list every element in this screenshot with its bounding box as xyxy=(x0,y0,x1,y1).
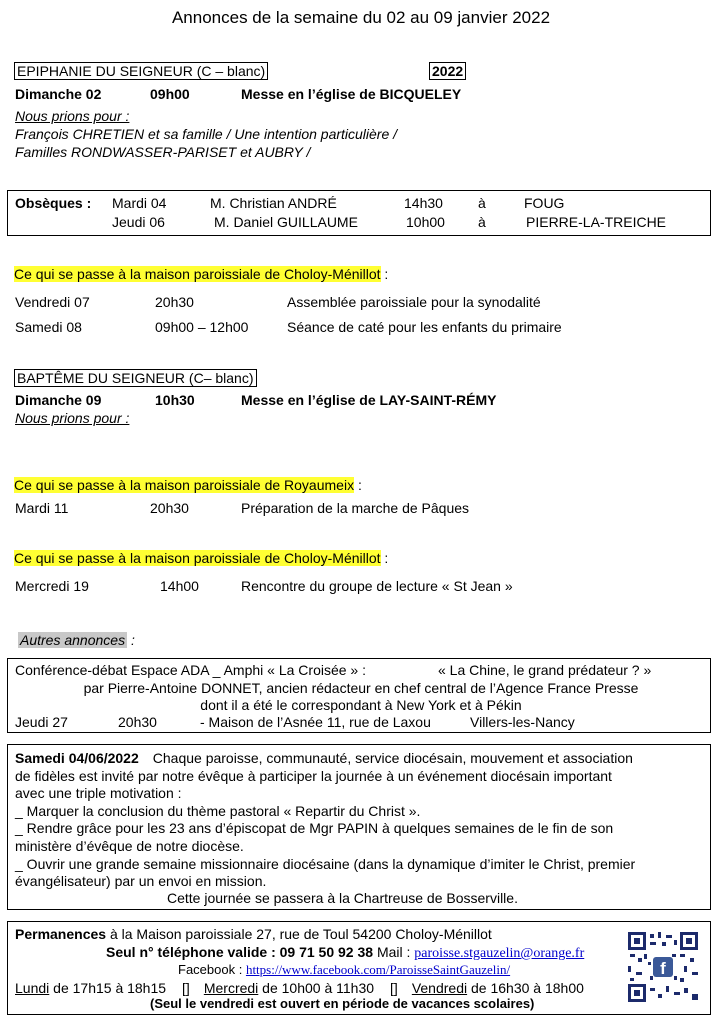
conference-day: Jeudi 27 xyxy=(15,714,68,730)
obseques-time-1: 14h30 xyxy=(404,195,443,211)
facebook-label: Facebook : xyxy=(178,962,246,977)
royaumeix-colon: : xyxy=(354,477,362,493)
autres-label: Autres annonces xyxy=(20,632,126,648)
samedi-text-1: Chaque paroisse, communauté, service diocésain, mouvement et association xyxy=(152,750,633,766)
epiphanie-intentions-2: Familles RONDWASSER-PARISET et AUBRY / xyxy=(15,144,311,160)
facebook-link[interactable]: https://www.facebook.com/ParoisseSaintGauzelin/ xyxy=(245,962,511,977)
choloy1-heading-line xyxy=(14,266,388,282)
page-title: Annonces de la semaine du 02 au 09 janvier 2022 xyxy=(171,8,551,27)
conference-place: - Maison de l’Asnée 11, rue de Laxou xyxy=(200,714,431,730)
permanences-line2 xyxy=(106,944,584,962)
samedi-text-6: ministère d’évêque de notre diocèse. xyxy=(15,838,244,854)
conference-subject: « La Chine, le grand prédateur ? » xyxy=(438,662,652,678)
qr-code xyxy=(628,932,698,1002)
conference-speaker: par Pierre-Antoine DONNET, ancien rédacteur en chef central de l’Agence France Presse xyxy=(83,680,639,696)
lundi-label: Lundi xyxy=(15,980,50,996)
samedi-text-3: avec une triple motivation : xyxy=(15,785,182,801)
obseques-a-1: à xyxy=(478,195,486,211)
royaumeix-time: 20h30 xyxy=(150,500,189,516)
epiphanie-mass: Messe en l’église de BICQUELEY xyxy=(241,86,462,102)
samedi-text-5: _ Rendre grâce pour les 23 ans d’épiscopat de Mgr PAPIN à quelques semaines de le fin de son xyxy=(15,820,614,836)
mail-link[interactable]: paroisse.stgauzelin@orange.fr xyxy=(414,946,585,961)
obseques-name-2: M. Daniel GUILLAUME xyxy=(214,214,358,230)
choloy2-desc: Rencontre du groupe de lecture « St Jean » xyxy=(241,578,513,594)
samedi-text-7: _ Ouvrir une grande semaine missionnaire diocésaine (dans la dynamique d’imiter le Christ, premier xyxy=(15,856,636,872)
conference-speaker-2: dont il a été le correspondant à New York et à Pékin xyxy=(200,697,522,713)
choloy1-heading: Ce qui se passe à la maison paroissiale de Choloy-Ménillot xyxy=(14,266,381,282)
permanences-note: (Seul le vendredi est ouvert en période de vacances scolaires) xyxy=(150,996,535,1011)
samedi-text-2: de fidèles est invité par notre évêque à participer la journée à un événement diocésain important xyxy=(15,768,612,784)
permanences-hours xyxy=(15,980,584,996)
epiphanie-time: 09h00 xyxy=(150,86,190,102)
bapteme-mass: Messe en l’église de LAY-SAINT-RÉMY xyxy=(241,392,497,408)
samedi-text-4: _ Marquer la conclusion du thème pastoral « Repartir du Christ ». xyxy=(15,803,421,819)
choloy1-desc-2: Séance de caté pour les enfants du primaire xyxy=(287,319,562,335)
obseques-place-1: FOUG xyxy=(524,195,565,211)
choloy2-heading-line xyxy=(14,550,388,566)
epiphanie-intentions-1: François CHRETIEN et sa famille / Une intention particulière / xyxy=(15,126,398,142)
epiphanie-heading: EPIPHANIE DU SEIGNEUR (C – blanc) xyxy=(14,62,268,80)
bapteme-heading: BAPTÊME DU SEIGNEUR (C– blanc) xyxy=(14,369,257,387)
lundi-hours: de 17h15 à 18h15 xyxy=(49,980,167,996)
conference-city: Villers-les-Nancy xyxy=(470,714,575,730)
choloy2-day: Mercredi 19 xyxy=(15,578,89,594)
choloy1-day-1: Vendredi 07 xyxy=(15,294,90,310)
phone-label: Seul n° téléphone valide : 09 71 50 92 38 xyxy=(106,944,374,960)
obseques-place-2: PIERRE-LA-TREICHE xyxy=(526,214,667,230)
royaumeix-day: Mardi 11 xyxy=(15,500,69,516)
choloy2-colon: : xyxy=(380,550,389,566)
choloy1-desc-1: Assemblée paroissiale pour la synodalité xyxy=(287,294,541,310)
conference-title: Conférence-débat Espace ADA _ Amphi « La Croisée » : xyxy=(15,662,366,678)
samedi-text-8: évangélisateur) par un envoi en mission. xyxy=(15,873,267,889)
bapteme-day: Dimanche 09 xyxy=(15,392,102,408)
mercredi-hours: de 10h00 à 11h30 xyxy=(258,980,375,996)
epiphanie-day: Dimanche 02 xyxy=(15,86,102,102)
obseques-label: Obsèques : xyxy=(15,195,92,211)
permanences-label: Permanences xyxy=(15,926,107,942)
obseques-day-1: Mardi 04 xyxy=(112,195,167,211)
obseques-day-2: Jeudi 06 xyxy=(112,214,165,230)
mercredi-label: Mercredi xyxy=(203,980,259,996)
autres-heading-line xyxy=(18,632,135,648)
vendredi-hours: de 16h30 à 18h00 xyxy=(467,980,584,996)
conference-time: 20h30 xyxy=(118,714,157,730)
svg-text:f: f xyxy=(660,959,666,978)
choloy1-colon: : xyxy=(380,266,389,282)
samedi-text-9: Cette journée se passera à la Chartreuse de Bosserville. xyxy=(167,890,518,906)
obseques-a-2: à xyxy=(478,214,486,230)
royaumeix-heading-line xyxy=(14,477,362,493)
choloy1-time-1: 20h30 xyxy=(155,294,194,310)
permanences-address: à la Maison paroissiale 27, rue de Toul 54200 Choloy-Ménillot xyxy=(106,926,492,942)
mail-label: Mail : xyxy=(373,944,415,960)
choloy1-time-2: 09h00 – 12h00 xyxy=(155,319,249,335)
obseques-time-2: 10h00 xyxy=(406,214,445,230)
samedi-date: Samedi 04/06/2022 xyxy=(15,750,139,766)
permanences-line1 xyxy=(15,926,492,942)
epiphanie-prions: Nous prions pour : xyxy=(15,108,130,124)
autres-colon: : xyxy=(127,632,135,648)
vendredi-label: Vendredi xyxy=(411,980,468,996)
royaumeix-desc: Préparation de la marche de Pâques xyxy=(241,500,470,516)
hours-sep-2: [] xyxy=(390,980,398,996)
choloy1-day-2: Samedi 08 xyxy=(15,319,82,335)
royaumeix-heading: Ce qui se passe à la maison paroissiale de Royaumeix xyxy=(14,477,355,493)
samedi-line1 xyxy=(15,750,633,766)
choloy2-time: 14h00 xyxy=(160,578,199,594)
epiphanie-year: 2022 xyxy=(429,62,466,80)
bapteme-time: 10h30 xyxy=(155,392,195,408)
permanences-line3 xyxy=(178,962,510,978)
hours-sep-1: [] xyxy=(182,980,190,996)
bapteme-prions: Nous prions pour : xyxy=(15,410,130,426)
obseques-name-1: M. Christian ANDRÉ xyxy=(210,195,337,211)
choloy2-heading: Ce qui se passe à la maison paroissiale de Choloy-Ménillot xyxy=(14,550,381,566)
